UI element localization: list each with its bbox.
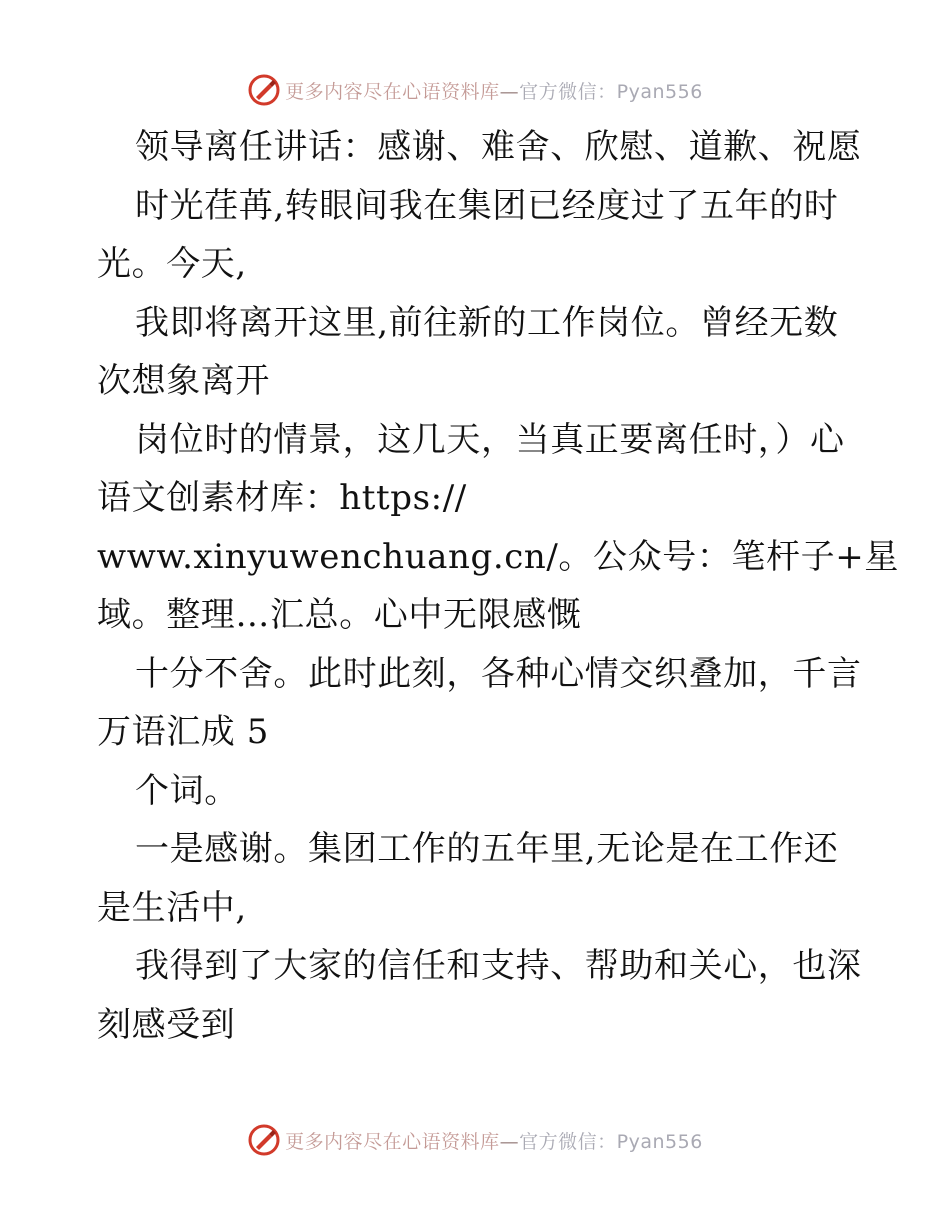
document-line: 语文创素材库：https:// (97, 478, 467, 518)
document-line: 光。今天, (97, 244, 247, 284)
document-line: 我即将离开这里,前往新的工作岗位。曾经无数 (135, 302, 839, 343)
header-separator: — (499, 80, 520, 103)
brand-logo-icon (247, 1123, 281, 1157)
footer-contact-text: 官方微信：Pyan556 (519, 1130, 703, 1153)
document-line: 个词。 (135, 770, 239, 811)
document-line: 我得到了大家的信任和支持、帮助和关心，也深 (135, 946, 862, 986)
footer-banner (0, 1120, 950, 1160)
document-line: 万语汇成 5 (97, 712, 270, 752)
brand-logo-icon (247, 73, 281, 107)
document-line: www.xinyuwenchuang.cn/。公众号：笔杆子+星 (97, 536, 899, 577)
document-line: 领导离任讲话：感谢、难舍、欣慰、道歉、祝愿 (135, 127, 862, 167)
header-contact-text: 官方微信：Pyan556 (519, 80, 703, 103)
document-line: 次想象离开 (97, 361, 270, 401)
footer-separator: — (499, 1130, 520, 1153)
header-banner (0, 70, 950, 110)
document-line: 一是感谢。集团工作的五年里,无论是在工作还 (135, 829, 839, 869)
document-line: 时光荏苒,转眼间我在集团已经度过了五年的时 (135, 185, 839, 226)
document-line: 刻感受到 (97, 1004, 236, 1045)
document-line: 岗位时的情景，这几天，当真正要离任时，）心 (135, 419, 845, 460)
footer-brand-text: 更多内容尽在心语资料库 (285, 1130, 500, 1153)
document-line: 十分不舍。此时此刻，各种心情交织叠加，千言 (135, 653, 862, 694)
document-line: 域。整理…汇总。心中无限感慨 (97, 595, 582, 635)
document-line: 是生活中, (97, 887, 247, 928)
document-body (97, 118, 899, 1054)
header-brand-text: 更多内容尽在心语资料库 (285, 80, 500, 103)
